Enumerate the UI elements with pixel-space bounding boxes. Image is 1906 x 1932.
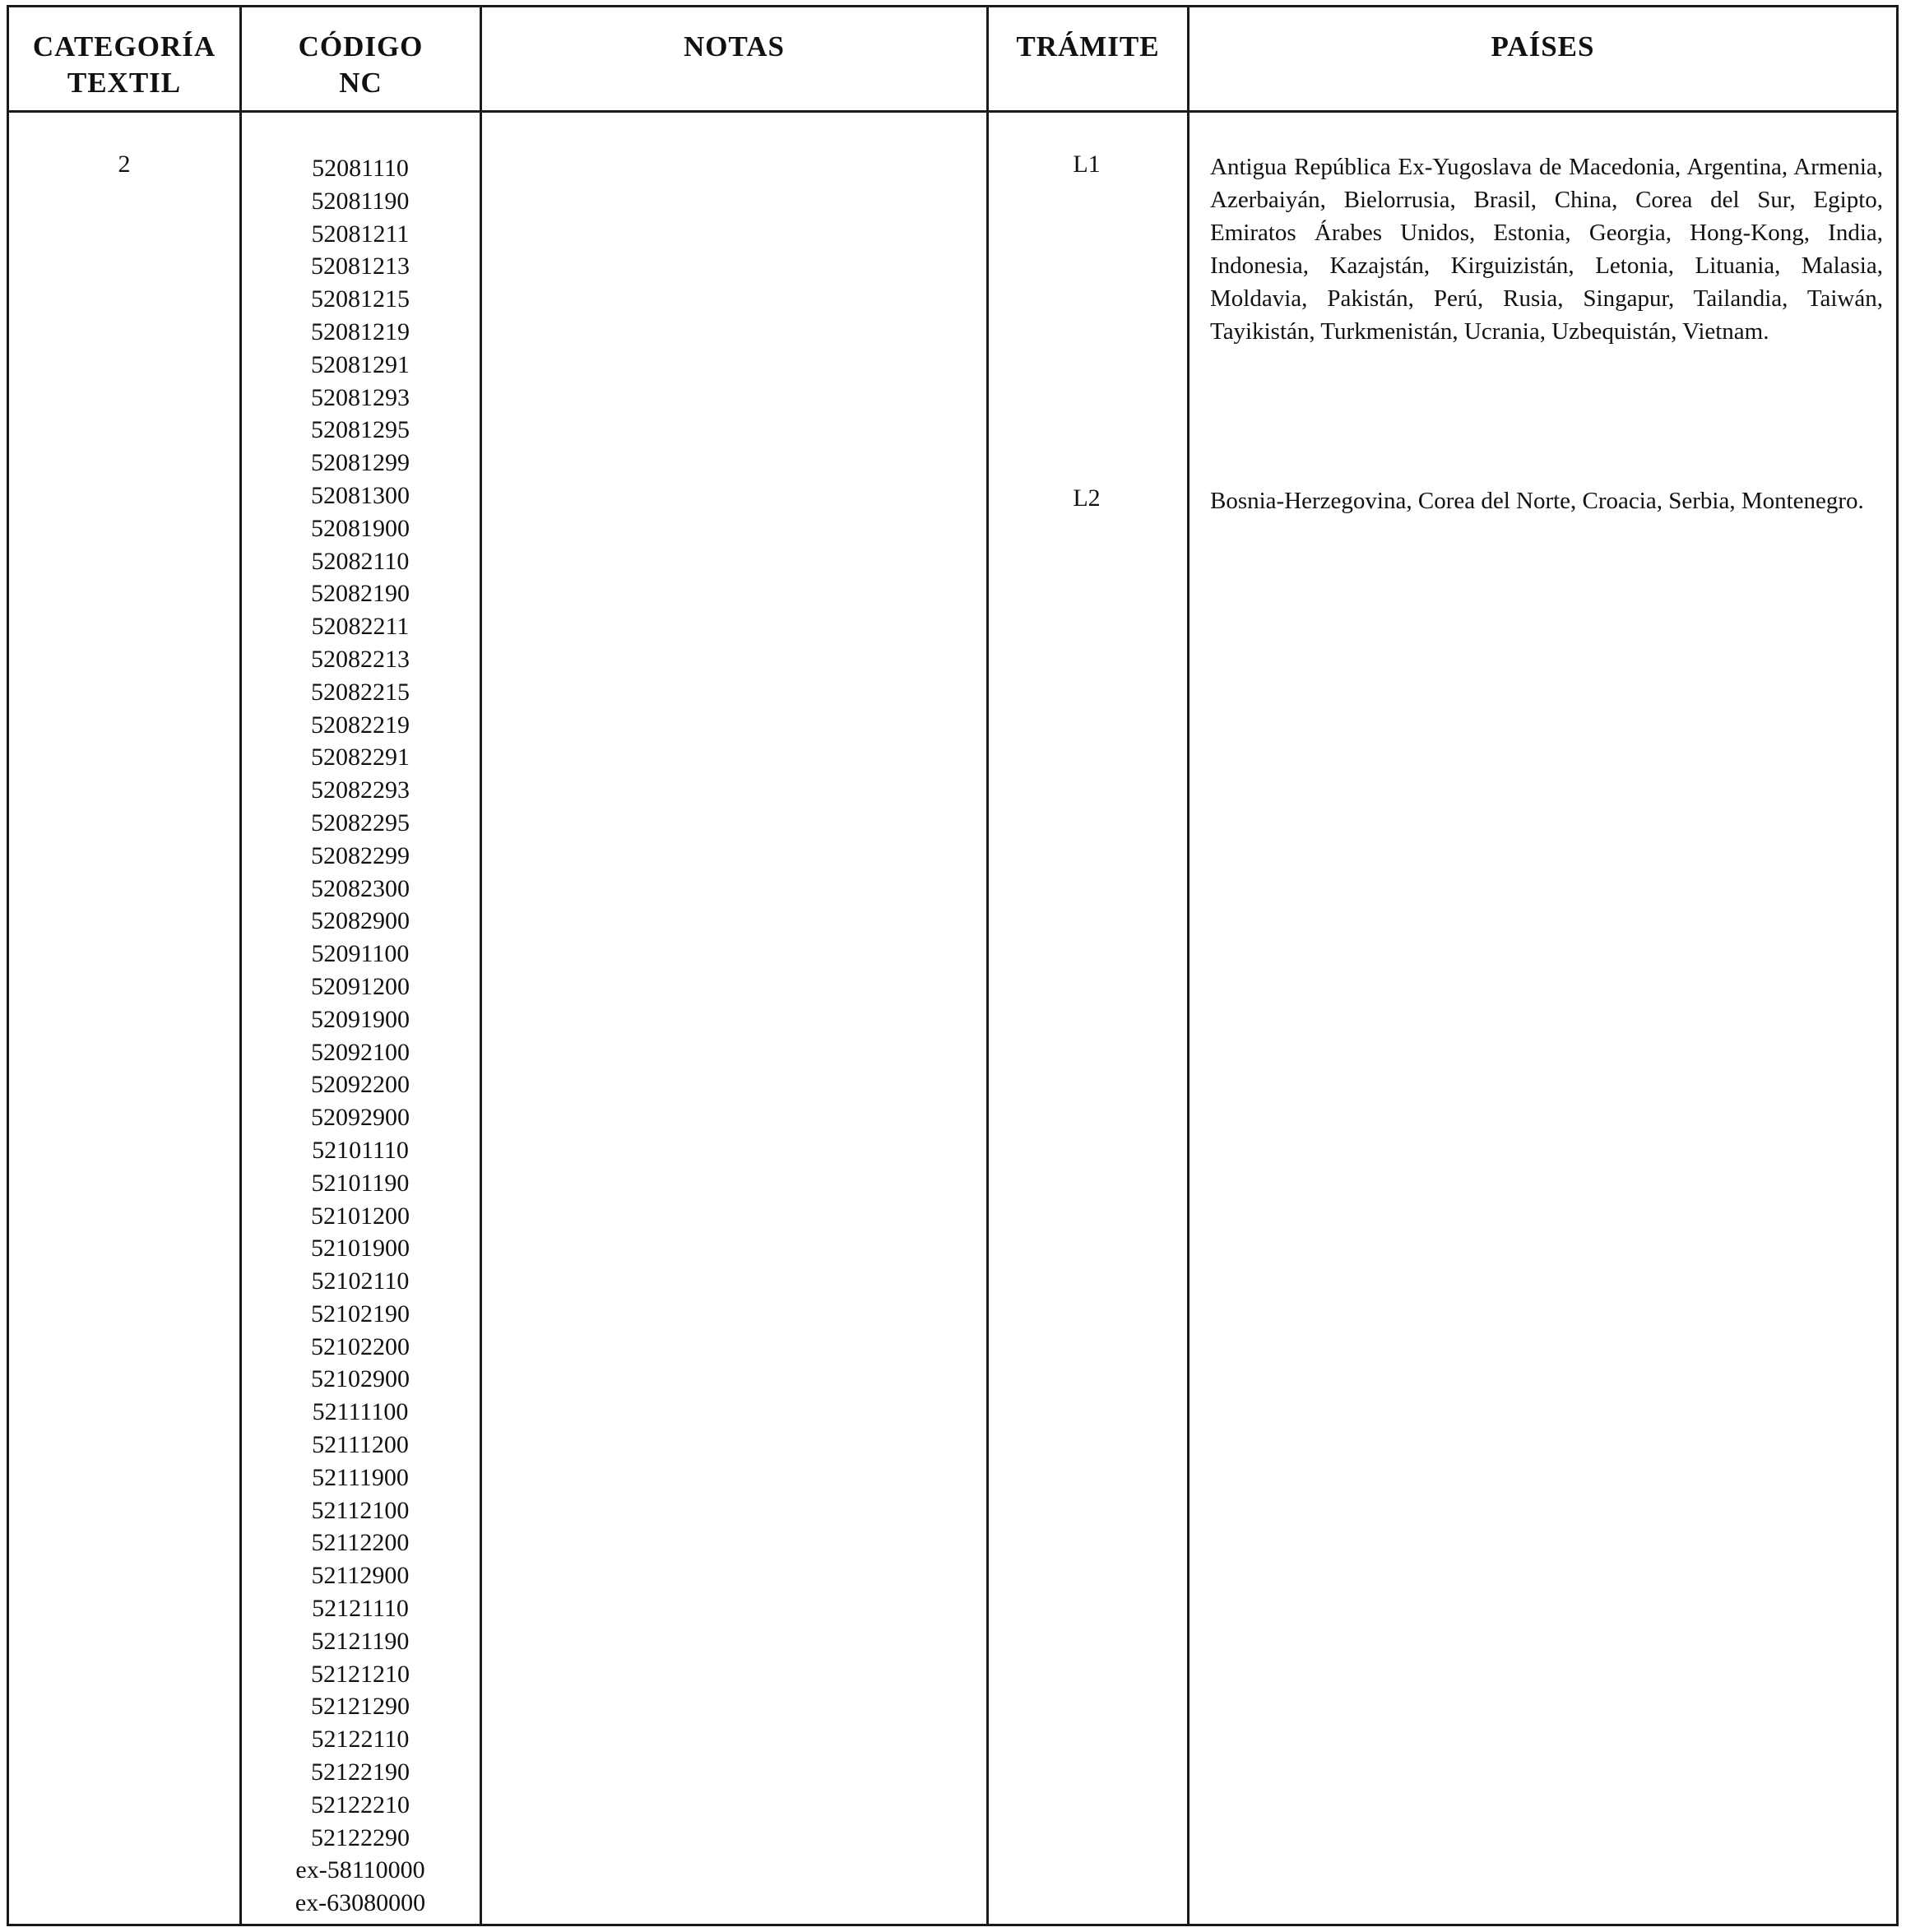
codigo-nc-item: 52082291 bbox=[311, 744, 410, 771]
codigo-nc-item: 52081215 bbox=[311, 285, 410, 313]
codigo-nc-item: 52082213 bbox=[311, 645, 410, 673]
codigo-nc-item: 52082293 bbox=[311, 776, 410, 804]
codigo-nc-item: 52112200 bbox=[311, 1529, 410, 1557]
header-tramite bbox=[989, 7, 1187, 113]
table-header-row bbox=[9, 7, 1896, 113]
codigo-nc-item: ex-58110000 bbox=[295, 1856, 425, 1884]
header-notas-label: NOTAS bbox=[684, 30, 785, 63]
header-categoria-line2: TEXTIL bbox=[67, 67, 182, 99]
codigo-nc-item: 52081211 bbox=[311, 220, 410, 248]
header-paises bbox=[1190, 7, 1896, 113]
codigo-nc-item: 52102900 bbox=[311, 1365, 410, 1393]
header-tramite-label: TRÁMITE bbox=[1016, 30, 1160, 63]
codigo-nc-item: 52092200 bbox=[311, 1071, 410, 1099]
codigo-nc-item: 52122110 bbox=[311, 1726, 410, 1754]
codigo-nc-item: 52121210 bbox=[311, 1660, 410, 1688]
codigo-nc-item: 52092100 bbox=[311, 1038, 410, 1066]
codigo-nc-item: 52121110 bbox=[312, 1595, 409, 1623]
codigo-nc-item: 52081299 bbox=[311, 449, 410, 477]
codigo-nc-item: 52111100 bbox=[312, 1398, 409, 1426]
codigo-nc-item: 52082211 bbox=[311, 613, 410, 641]
codigo-nc-item: ex-63080000 bbox=[294, 1889, 426, 1917]
codigo-nc-item: 52102190 bbox=[311, 1300, 410, 1327]
codigo-nc-item: 52092900 bbox=[311, 1104, 410, 1132]
paises-l2-text: Bosnia-Herzegovina, Corea del Norte, Croacia, Serbia, Montenegro. bbox=[1210, 488, 1864, 514]
codigo-nc-item: 52102110 bbox=[311, 1267, 410, 1295]
header-categoria-textil bbox=[9, 7, 239, 113]
codigo-nc-item: 52111200 bbox=[312, 1431, 409, 1459]
table-body bbox=[9, 113, 1896, 1924]
codigo-nc-item: 52111900 bbox=[312, 1463, 409, 1491]
codigo-nc-item: 52081190 bbox=[311, 187, 410, 215]
codigo-nc-item: 52112900 bbox=[311, 1562, 410, 1590]
codigo-nc-item: 52102200 bbox=[311, 1332, 410, 1360]
codigo-nc-item: 52081291 bbox=[311, 350, 410, 378]
header-categoria-line1: CATEGORÍA bbox=[32, 30, 216, 63]
codigo-nc-item: 52082295 bbox=[311, 808, 410, 836]
codigo-nc-item: 52101900 bbox=[311, 1235, 410, 1263]
codigo-nc-item: 52081110 bbox=[312, 155, 409, 182]
codigo-nc-item: 52082219 bbox=[311, 711, 410, 739]
codigo-nc-item: 52122210 bbox=[311, 1791, 410, 1818]
codigo-nc-item: 52082190 bbox=[311, 580, 410, 608]
codigo-nc-item: 52082215 bbox=[311, 678, 410, 706]
codigo-nc-item: 52081293 bbox=[311, 383, 410, 411]
codigo-nc-item: 52081219 bbox=[311, 317, 410, 345]
codigo-nc-item: 52091100 bbox=[311, 940, 410, 968]
codigo-nc-item: 52101190 bbox=[311, 1169, 410, 1197]
codigo-nc-item: 52081295 bbox=[311, 416, 410, 444]
codigo-nc-item: 52082300 bbox=[311, 874, 410, 902]
tramite-l2-code: L2 bbox=[1073, 484, 1101, 512]
codigo-nc-item: 52112100 bbox=[311, 1496, 410, 1524]
header-codigo-nc bbox=[242, 7, 480, 113]
codigo-nc-item: 52091200 bbox=[311, 972, 410, 1000]
codigo-nc-item: 52101110 bbox=[312, 1136, 409, 1164]
codigo-nc-item: 52122290 bbox=[311, 1823, 410, 1851]
codigo-nc-item: 52082299 bbox=[311, 841, 410, 869]
header-codigo-line2: NC bbox=[339, 67, 383, 99]
codigo-nc-item: 52121290 bbox=[311, 1693, 410, 1721]
tramite-l1-code: L1 bbox=[1073, 151, 1101, 178]
customs-table bbox=[7, 5, 1899, 1926]
codigo-nc-item: 52082110 bbox=[311, 547, 410, 575]
codigo-nc-item: 52081900 bbox=[311, 514, 410, 542]
codigo-nc-list bbox=[241, 152, 480, 1920]
header-codigo-line1: CÓDIGO bbox=[298, 30, 424, 63]
codigo-nc-item: 52121190 bbox=[311, 1627, 410, 1655]
codigo-nc-item: 52122190 bbox=[311, 1758, 410, 1786]
header-paises-label: PAÍSES bbox=[1491, 30, 1595, 63]
codigo-nc-item: 52091900 bbox=[311, 1005, 410, 1033]
codigo-nc-item: 52082900 bbox=[311, 907, 410, 935]
codigo-nc-item: 52101200 bbox=[311, 1202, 410, 1230]
paises-l1-text: Antigua República Ex-Yugoslava de Macedonia, Argentina, Armenia, Azerbaiyán, Bielorrusia, Brasil, China, Corea del Sur, Egipto, Emiratos Árabes Unidos, Estonia, Georgia, Hong-Kong, India, Indonesia, Kazajstán, Kirguizistán, Letonia, Lituania, Malasia, Moldavia, Pakistán, Perú, Rusia, Singapur, Tailandia, Taiwán, Tayikistán, Turkmenistán, Ucrania, Uzbequistán, Vietnam. bbox=[1210, 154, 1883, 345]
codigo-nc-item: 52081300 bbox=[311, 481, 410, 509]
codigo-nc-item: 52081213 bbox=[311, 253, 410, 280]
header-notas bbox=[482, 7, 986, 113]
categoria-value: 2 bbox=[118, 151, 131, 178]
